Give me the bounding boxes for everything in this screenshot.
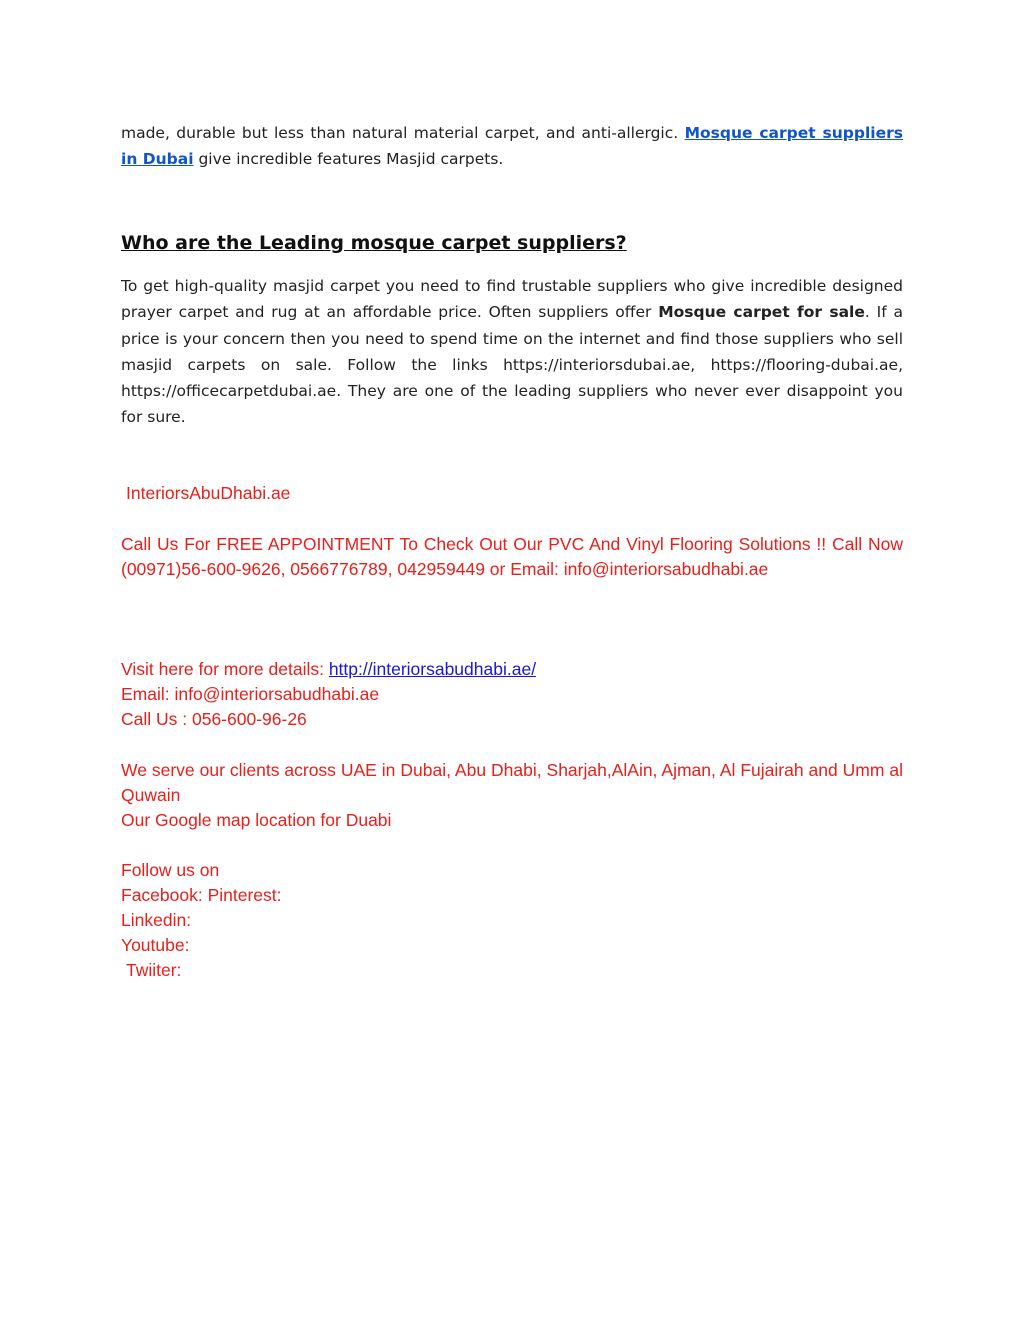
mosque-carpet-for-sale-text: Mosque carpet for sale	[658, 303, 865, 322]
mosque-carpet-suppliers-link[interactable]: Mosque carpet suppliers in Dubai	[121, 124, 903, 169]
contact-details	[121, 657, 903, 732]
email-line: Email: info@interiorsabudhabi.ae	[121, 684, 380, 704]
service-area	[121, 758, 903, 833]
intro-text-before: made, durable but less than natural material carpet, and anti-allergic.	[121, 124, 685, 142]
cta-text: Call Us For FREE APPOINTMENT To Check Out Our PVC And Vinyl Flooring Solutions !! Call Now (00971)56-600-9626, 0566776789, 042959449 or Email: info@interiorsabudhabi.ae	[121, 534, 903, 579]
serve-text: We serve our clients across UAE in Dubai, Abu Dhabi, Sharjah,AlAin, Ajman, Al Fujairah and Umm al Quwain	[121, 760, 903, 805]
social-facebook-pinterest: Facebook: Pinterest:	[121, 885, 282, 905]
section-heading: Who are the Leading mosque carpet suppliers?	[121, 232, 627, 254]
social-section	[121, 858, 903, 983]
section-para-part1: To get high-quality masjid carpet you need to find trustable suppliers who give incredible designed prayer carpet and rug at an affordable price. Often suppliers offer	[121, 277, 903, 322]
cta-wrap	[121, 532, 903, 582]
website-link[interactable]: http://interiorsabudhabi.ae/	[328, 659, 537, 679]
section-heading-wrap	[121, 232, 903, 254]
follow-label: Follow us on	[121, 860, 220, 880]
intro-paragraph	[121, 120, 903, 173]
visit-label: Visit here for more details:	[121, 659, 329, 679]
section-paragraph	[121, 273, 903, 431]
social-youtube: Youtube:	[121, 935, 190, 955]
visit-line	[121, 657, 903, 682]
map-location-text: Our Google map location for Duabi	[121, 810, 392, 830]
site-name-wrap	[126, 481, 908, 506]
call-line: Call Us : 056-600-96-26	[121, 709, 307, 729]
site-name: InteriorsAbuDhabi.ae	[126, 483, 291, 503]
section-para-part2: . If a price is your concern then you need to spend time on the internet and find those suppliers who sell masjid carpets on sale. Follow the links https://interiorsdubai.ae, https://flooring-dubai.ae, https://officecarpetdubai.ae. They are one of the leading suppliers who never ever disappoint you for sure.	[121, 303, 903, 427]
social-twitter: Twiiter:	[126, 960, 182, 980]
intro-text-after: give incredible features Masjid carpets.	[193, 150, 504, 169]
social-linkedin: Linkedin:	[121, 910, 192, 930]
